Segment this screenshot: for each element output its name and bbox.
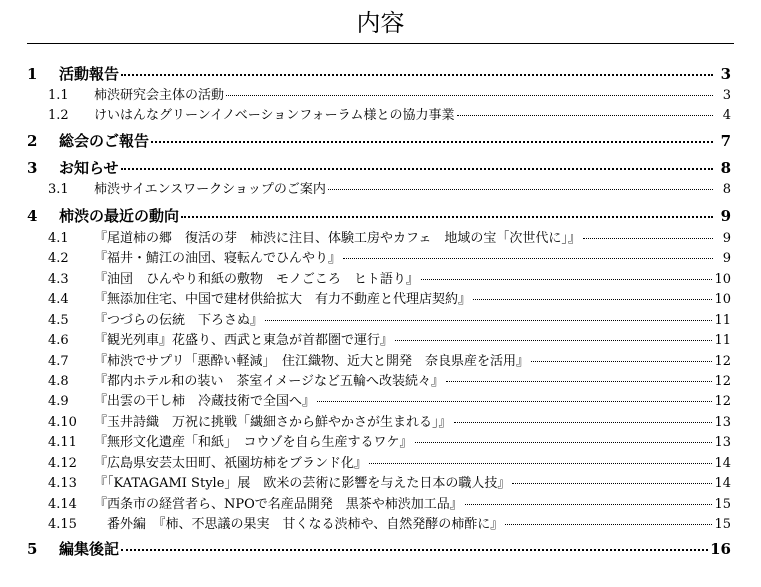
toc-entry-number: 4.5 [48, 313, 69, 328]
toc-entry-label: 総会のご報告 [59, 132, 150, 150]
toc-entry-label: 番外編 『柿、不思議の果実 甘くなる渋柿や、自然発酵の柿酢に』 [94, 517, 504, 532]
toc-entry-page: 3 [722, 88, 731, 103]
toc-entry-number: 4.2 [48, 251, 69, 266]
toc-entry-number: 1.2 [48, 108, 69, 123]
toc-entry-page: 3 [720, 65, 731, 83]
page-title: 内容 [356, 9, 405, 37]
toc-entry-label: 『無形文化遺産「和紙」 コウゾを自ら生産するワケ』 [94, 435, 413, 450]
toc-dot-leader [457, 115, 714, 116]
toc-dot-leader [395, 340, 712, 341]
toc-entry-label: 『柿渋でサプリ「悪酔い軽減」 住江織物、近大と開発 奈良県産を活用』 [94, 354, 529, 369]
toc-entry[interactable] [0, 433, 761, 453]
toc-entry-number: 4.13 [48, 476, 77, 491]
toc-entry-page: 10 [714, 292, 731, 307]
toc-entry[interactable] [0, 180, 761, 200]
toc-entry-page: 11 [714, 333, 731, 348]
toc-entry[interactable] [0, 106, 761, 126]
toc-dot-leader [531, 361, 712, 362]
toc-entry[interactable] [0, 63, 761, 85]
toc-entry-page: 15 [714, 497, 731, 512]
toc-entry[interactable] [0, 454, 761, 474]
toc-entry-number: 4.8 [48, 374, 69, 389]
toc-entry-label: けいはんなグリーンイノベーションフォーラム様との協力事業 [94, 108, 455, 123]
toc-entry-label: 『玉井詩織 万祝に挑戦「繊細さから鮮やかさが生まれる」』 [94, 415, 452, 430]
toc-dot-leader [181, 216, 713, 218]
toc-entry[interactable] [0, 205, 761, 227]
toc-entry[interactable] [0, 157, 761, 179]
toc-entry[interactable] [0, 270, 761, 290]
toc-entry-label: 『油団 ひんやり和紙の敷物 モノごころ ヒト語り』 [94, 272, 419, 287]
toc-entry[interactable] [0, 86, 761, 106]
toc-entry[interactable] [0, 372, 761, 392]
toc-dot-leader [151, 141, 713, 143]
toc-entry-number: 4 [27, 207, 38, 225]
toc-entry-page: 12 [714, 394, 731, 409]
toc-entry-number: 4.12 [48, 456, 77, 471]
toc-entry-number: 1 [27, 65, 38, 83]
toc-entry-label: 『「KATAGAMI Style」展 欧米の芸術に影響を与えた日本の職人技』 [94, 476, 511, 491]
toc-entry-page: 8 [720, 159, 731, 177]
toc-entry-number: 3 [27, 159, 38, 177]
toc-entry[interactable] [0, 538, 761, 560]
toc-entry[interactable] [0, 311, 761, 331]
toc-entry-number: 4.4 [48, 292, 69, 307]
toc-entry-page: 4 [722, 108, 731, 123]
toc-entry-number: 4.9 [48, 394, 69, 409]
toc-entry-number: 4.10 [48, 415, 77, 430]
toc-entry-page: 9 [722, 251, 731, 266]
toc-entry-label: 『広島県安芸太田町、祇園坊柿をブランド化』 [94, 456, 368, 471]
toc-entry-number: 4.3 [48, 272, 69, 287]
toc-dot-leader [121, 549, 708, 551]
toc-entry[interactable] [0, 352, 761, 372]
toc-dot-leader [583, 238, 713, 239]
title-divider [27, 43, 734, 44]
toc-entry-page: 13 [714, 435, 731, 450]
toc-entry-page: 16 [710, 540, 731, 558]
toc-dot-leader [473, 299, 712, 300]
toc-entry-page: 9 [720, 207, 731, 225]
toc-dot-leader [265, 320, 712, 321]
toc-dot-leader [328, 189, 713, 190]
toc-entry-page: 10 [714, 272, 731, 287]
toc-entry-number: 4.6 [48, 333, 69, 348]
toc-entry-page: 9 [722, 231, 731, 246]
toc-entry-label: 編集後記 [59, 540, 120, 558]
toc-entry-label: お知らせ [59, 159, 119, 177]
toc-entry[interactable] [0, 413, 761, 433]
toc-dot-leader [317, 401, 712, 402]
toc-entry[interactable] [0, 495, 761, 515]
toc-entry-label: 活動報告 [59, 65, 120, 83]
toc-entry[interactable] [0, 474, 761, 494]
toc-entry[interactable] [0, 249, 761, 269]
toc-entry-page: 13 [714, 415, 731, 430]
toc-dot-leader [446, 381, 712, 382]
toc-dot-leader [343, 258, 713, 259]
toc-dot-leader [505, 524, 712, 525]
toc-dot-leader [512, 483, 712, 484]
toc-entry[interactable] [0, 290, 761, 310]
toc-entry-number: 4.14 [48, 497, 77, 512]
toc-entry-label: 『尾道柿の郷 復活の芽 柿渋に注目、体験工房やカフェ 地域の宝「次世代に」』 [94, 231, 581, 246]
toc-entry-number: 5 [27, 540, 38, 558]
toc-entry-label: 『観光列車』花盛り、西武と東急が首都圏で運行』 [94, 333, 394, 348]
toc-entry-page: 8 [722, 182, 731, 197]
toc-dot-leader [465, 504, 713, 505]
toc-dot-leader [421, 279, 713, 280]
toc-dot-leader [415, 442, 713, 443]
toc-dot-leader [369, 463, 712, 464]
toc-entry[interactable] [0, 331, 761, 351]
toc-dot-leader [121, 74, 713, 76]
toc-entry-label: 柿渋サイエンスワークショップのご案内 [94, 182, 326, 197]
toc-entry[interactable] [0, 392, 761, 412]
toc-entry-page: 14 [714, 476, 731, 491]
toc-entry-label: 『つづらの伝統 下ろさぬ』 [94, 313, 264, 328]
toc-entry-label: 『西条市の経営者ら、NPOで名産品開発 黒茶や柿渋加工品』 [94, 497, 463, 512]
toc-entry-page: 12 [714, 374, 731, 389]
toc-dot-leader [121, 168, 713, 170]
toc-entry[interactable] [0, 130, 761, 152]
toc-entry[interactable] [0, 515, 761, 535]
toc-entry-number: 1.1 [48, 88, 69, 103]
toc-entry-page: 11 [714, 313, 731, 328]
toc-entry-label: 柿渋の最近の動向 [59, 207, 180, 225]
toc-entry-label: 『無添加住宅、中国で建材供給拡大 有力不動産と代理店契約』 [94, 292, 472, 307]
toc-entry-label: 『都内ホテル和の装い 茶室イメージなど五輪へ改装続々』 [94, 374, 444, 389]
toc-dot-leader [226, 95, 713, 96]
toc-dot-leader [454, 422, 713, 423]
toc-entry-number: 2 [27, 132, 38, 150]
toc-entry-number: 4.7 [48, 354, 69, 369]
toc-entry-number: 3.1 [48, 182, 69, 197]
toc-entry-page: 14 [714, 456, 731, 471]
toc-entry-number: 4.15 [48, 517, 77, 532]
toc-entry-label: 『福井・鯖江の油団、寝転んでひんやり』 [94, 251, 342, 266]
toc-entry-label: 『出雲の干し柿 冷蔵技術で全国へ』 [94, 394, 316, 409]
toc-entry-label: 柿渋研究会主体の活動 [94, 88, 225, 103]
toc-entry-number: 4.1 [48, 231, 69, 246]
toc-entry-page: 15 [714, 517, 731, 532]
toc-entry-number: 4.11 [48, 435, 77, 450]
toc-entry-page: 7 [720, 132, 731, 150]
toc-entry-page: 12 [714, 354, 731, 369]
toc-entry[interactable] [0, 229, 761, 249]
